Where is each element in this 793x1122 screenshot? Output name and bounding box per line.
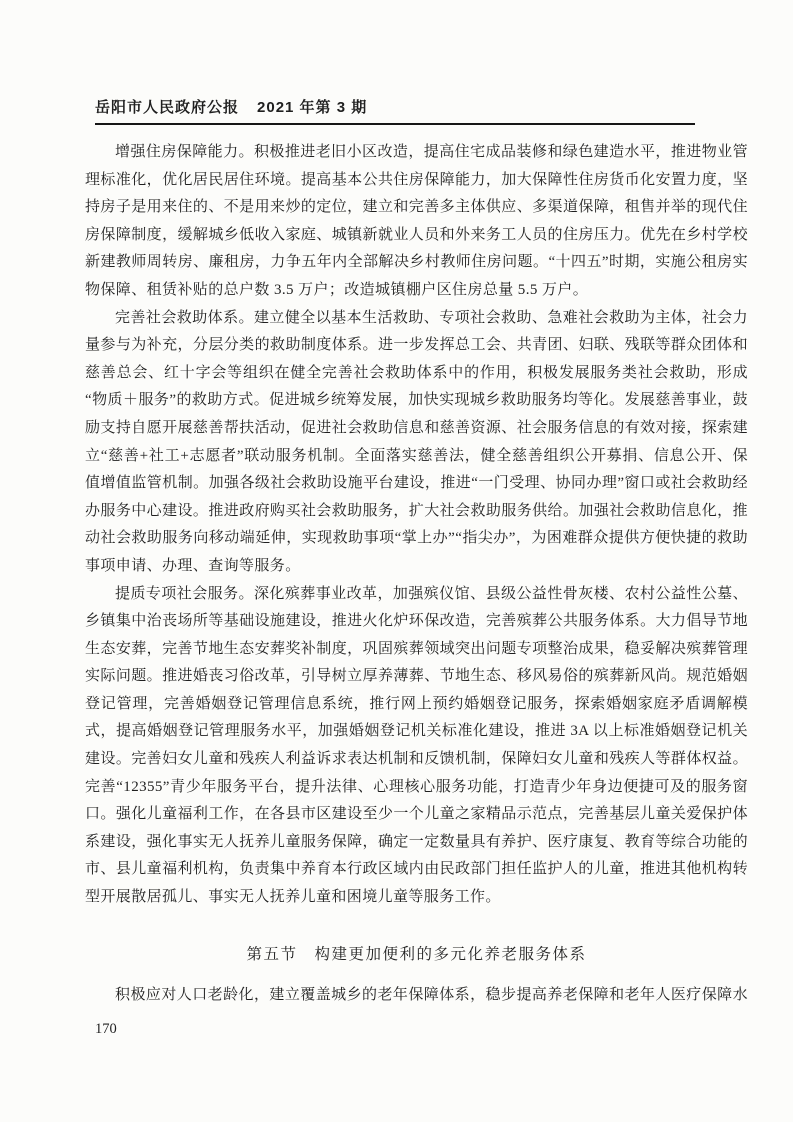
journal-title: 岳阳市人民政府公报 xyxy=(95,99,240,116)
issue-label: 2021 年第 3 期 xyxy=(257,99,368,116)
body-paragraph-social-assistance: 完善社会救助体系。建立健全以基本生活救助、专项社会救助、急难社会救助为主体，社会力量参与为补充，分层分类的救助制度体系。进一步发挥总工会、共青团、妇联、残联等群众团体和慈善总会、红十字会等组织在健全完善社会救助体系中的作用，积极发展服务类社会救助，形成“物质＋服务”的救助方式。促进城乡统筹发展，加快实现城乡救助服务均等化。发展慈善事业，鼓励支持自愿开展慈善帮扶活动，促进社会救助信息和慈善资源、社会服务信息的有效对接，探索建立“慈善+社工+志愿者”联动服务机制。全面落实慈善法，健全慈善组织公开募捐、信息公开、保值增值监管机制。加强各级社会救助设施平台建设，推进“一门受理、协同办理”窗口或社会救助经办服务中心建设。推进政府购买社会救助服务，扩大社会救助服务供给。加强社会救助信息化，推动社会救助服务向移动端延伸，实现救助事项“掌上办”“指尖办”，为困难群众提供方便快捷的救助事项申请、办理、查询等服务。 xyxy=(85,309,748,574)
body-paragraph-special-services: 提质专项社会服务。深化殡葬事业改革，加强殡仪馆、县级公益性骨灰楼、农村公益性公墓、乡镇集中治丧场所等基础设施建设，推进火化炉环保改造，完善殡葬公共服务体系。大力倡导节地生态安葬，完善节地生态安葬奖补制度，巩固殡葬领域突出问题专项整治成果，稳妥解决殡葬管理实际问题。推进婚丧习俗改革，引导树立厚养薄葬、节地生态、移风易俗的殡葬新风尚。规范婚姻登记管理，完善婚姻登记管理信息系统，推行网上预约婚姻登记服务，探索婚姻家庭矛盾调解模式，提高婚姻登记管理服务水平，加强婚姻登记机关标准化建设，推进 3A 以上标准婚姻登记机关建设。完善妇女儿童和残疾人利益诉求表达机制和反馈机制，保障妇女儿童和残疾人等群体权益。完善“12355”青少年服务平台，提升法律、心理核心服务功能，打造青少年身边便捷可及的服务窗口。强化儿童福利工作，在各县市区建设至少一个儿童之家精品示范点，完善基层儿童关爱保护体系建设，强化事实无人抚养儿童服务保障，确定一定数量具有养护、医疗康复、教育等综合功能的市、县儿童福利机构，负责集中养育本行政区域内由民政部门担任监护人的儿童，推进其他机构转型开展散居孤儿、事实无人抚养儿童和困境儿童等服务工作。 xyxy=(85,585,748,906)
body-paragraph-elderly-care: 积极应对人口老龄化，建立覆盖城乡的老年保障体系，稳步提高养老保障和老年人医疗保障水 xyxy=(115,986,748,1003)
page-content xyxy=(85,139,748,1009)
page-number: 170 xyxy=(95,1021,117,1037)
body-paragraph-housing: 增强住房保障能力。积极推进老旧小区改造，提高住宅成品装修和绿色建造水平，推进物业管理标准化，优化居民居住环境。提高基本公共住房保障能力，加大保障性住房货币化安置力度，坚持房子是用来住的、不是用来炒的定位，建立和完善多主体供应、多渠道保障，租售并举的现代住房保障制度，缓解城乡低收入家庭、城镇新就业人员和外来务工人员的住房压力。优先在乡村学校新建教师周转房、廉租房，力争五年内全部解决乡村教师住房问题。“十四五”时期，实施公租房实物保障、租赁补贴的总户数 3.5 万户；改造城镇棚户区住房总量 5.5 万户。 xyxy=(85,144,748,298)
page-header xyxy=(95,96,695,125)
section-heading: 第五节 构建更加便利的多元化养老服务体系 xyxy=(246,945,587,963)
